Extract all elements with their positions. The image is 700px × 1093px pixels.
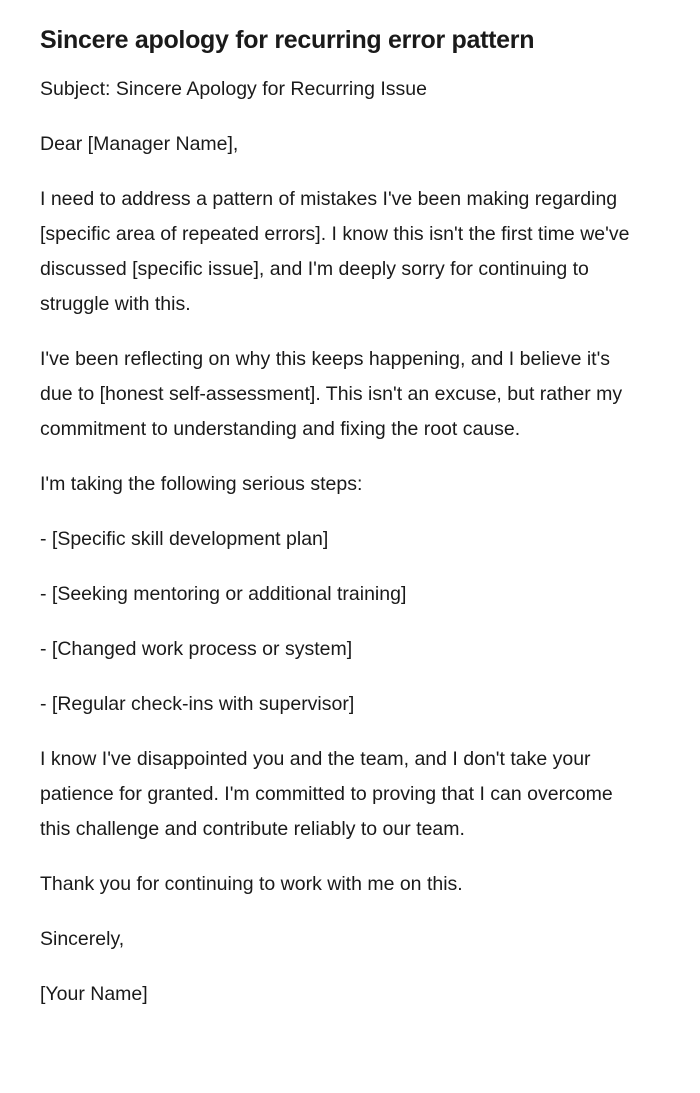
body-paragraph: I've been reflecting on why this keeps happening, and I believe it's due to [honest self-assessment]. This isn't an excuse, but rather my commitment to understanding and fixing the root cause. <box>40 348 623 440</box>
closing: Sincerely, <box>40 928 125 950</box>
subject-line: Subject: Sincere Apology for Recurring Issue <box>40 78 427 100</box>
body-paragraph: Thank you for continuing to work with me on this. <box>40 873 463 895</box>
list-item: - [Seeking mentoring or additional training] <box>40 583 407 605</box>
body-paragraph: I know I've disappointed you and the team, and I don't take your patience for granted. I'm committed to proving that I can overcome this challenge and contribute reliably to our team. <box>40 748 613 840</box>
page-title: Sincere apology for recurring error pattern <box>40 26 535 54</box>
list-item: - [Specific skill development plan] <box>40 528 329 550</box>
list-item: - [Changed work process or system] <box>40 638 353 660</box>
salutation: Dear [Manager Name], <box>40 133 239 155</box>
body-paragraph: I need to address a pattern of mistakes I've been making regarding [specific area of repeated errors]. I know this isn't the first time we've discussed [specific issue], and I'm deeply sorry for continuing to struggle with this. <box>40 188 630 315</box>
list-item: - [Regular check-ins with supervisor] <box>40 693 355 715</box>
signature: [Your Name] <box>40 983 148 1005</box>
body-paragraph: I'm taking the following serious steps: <box>40 473 363 495</box>
